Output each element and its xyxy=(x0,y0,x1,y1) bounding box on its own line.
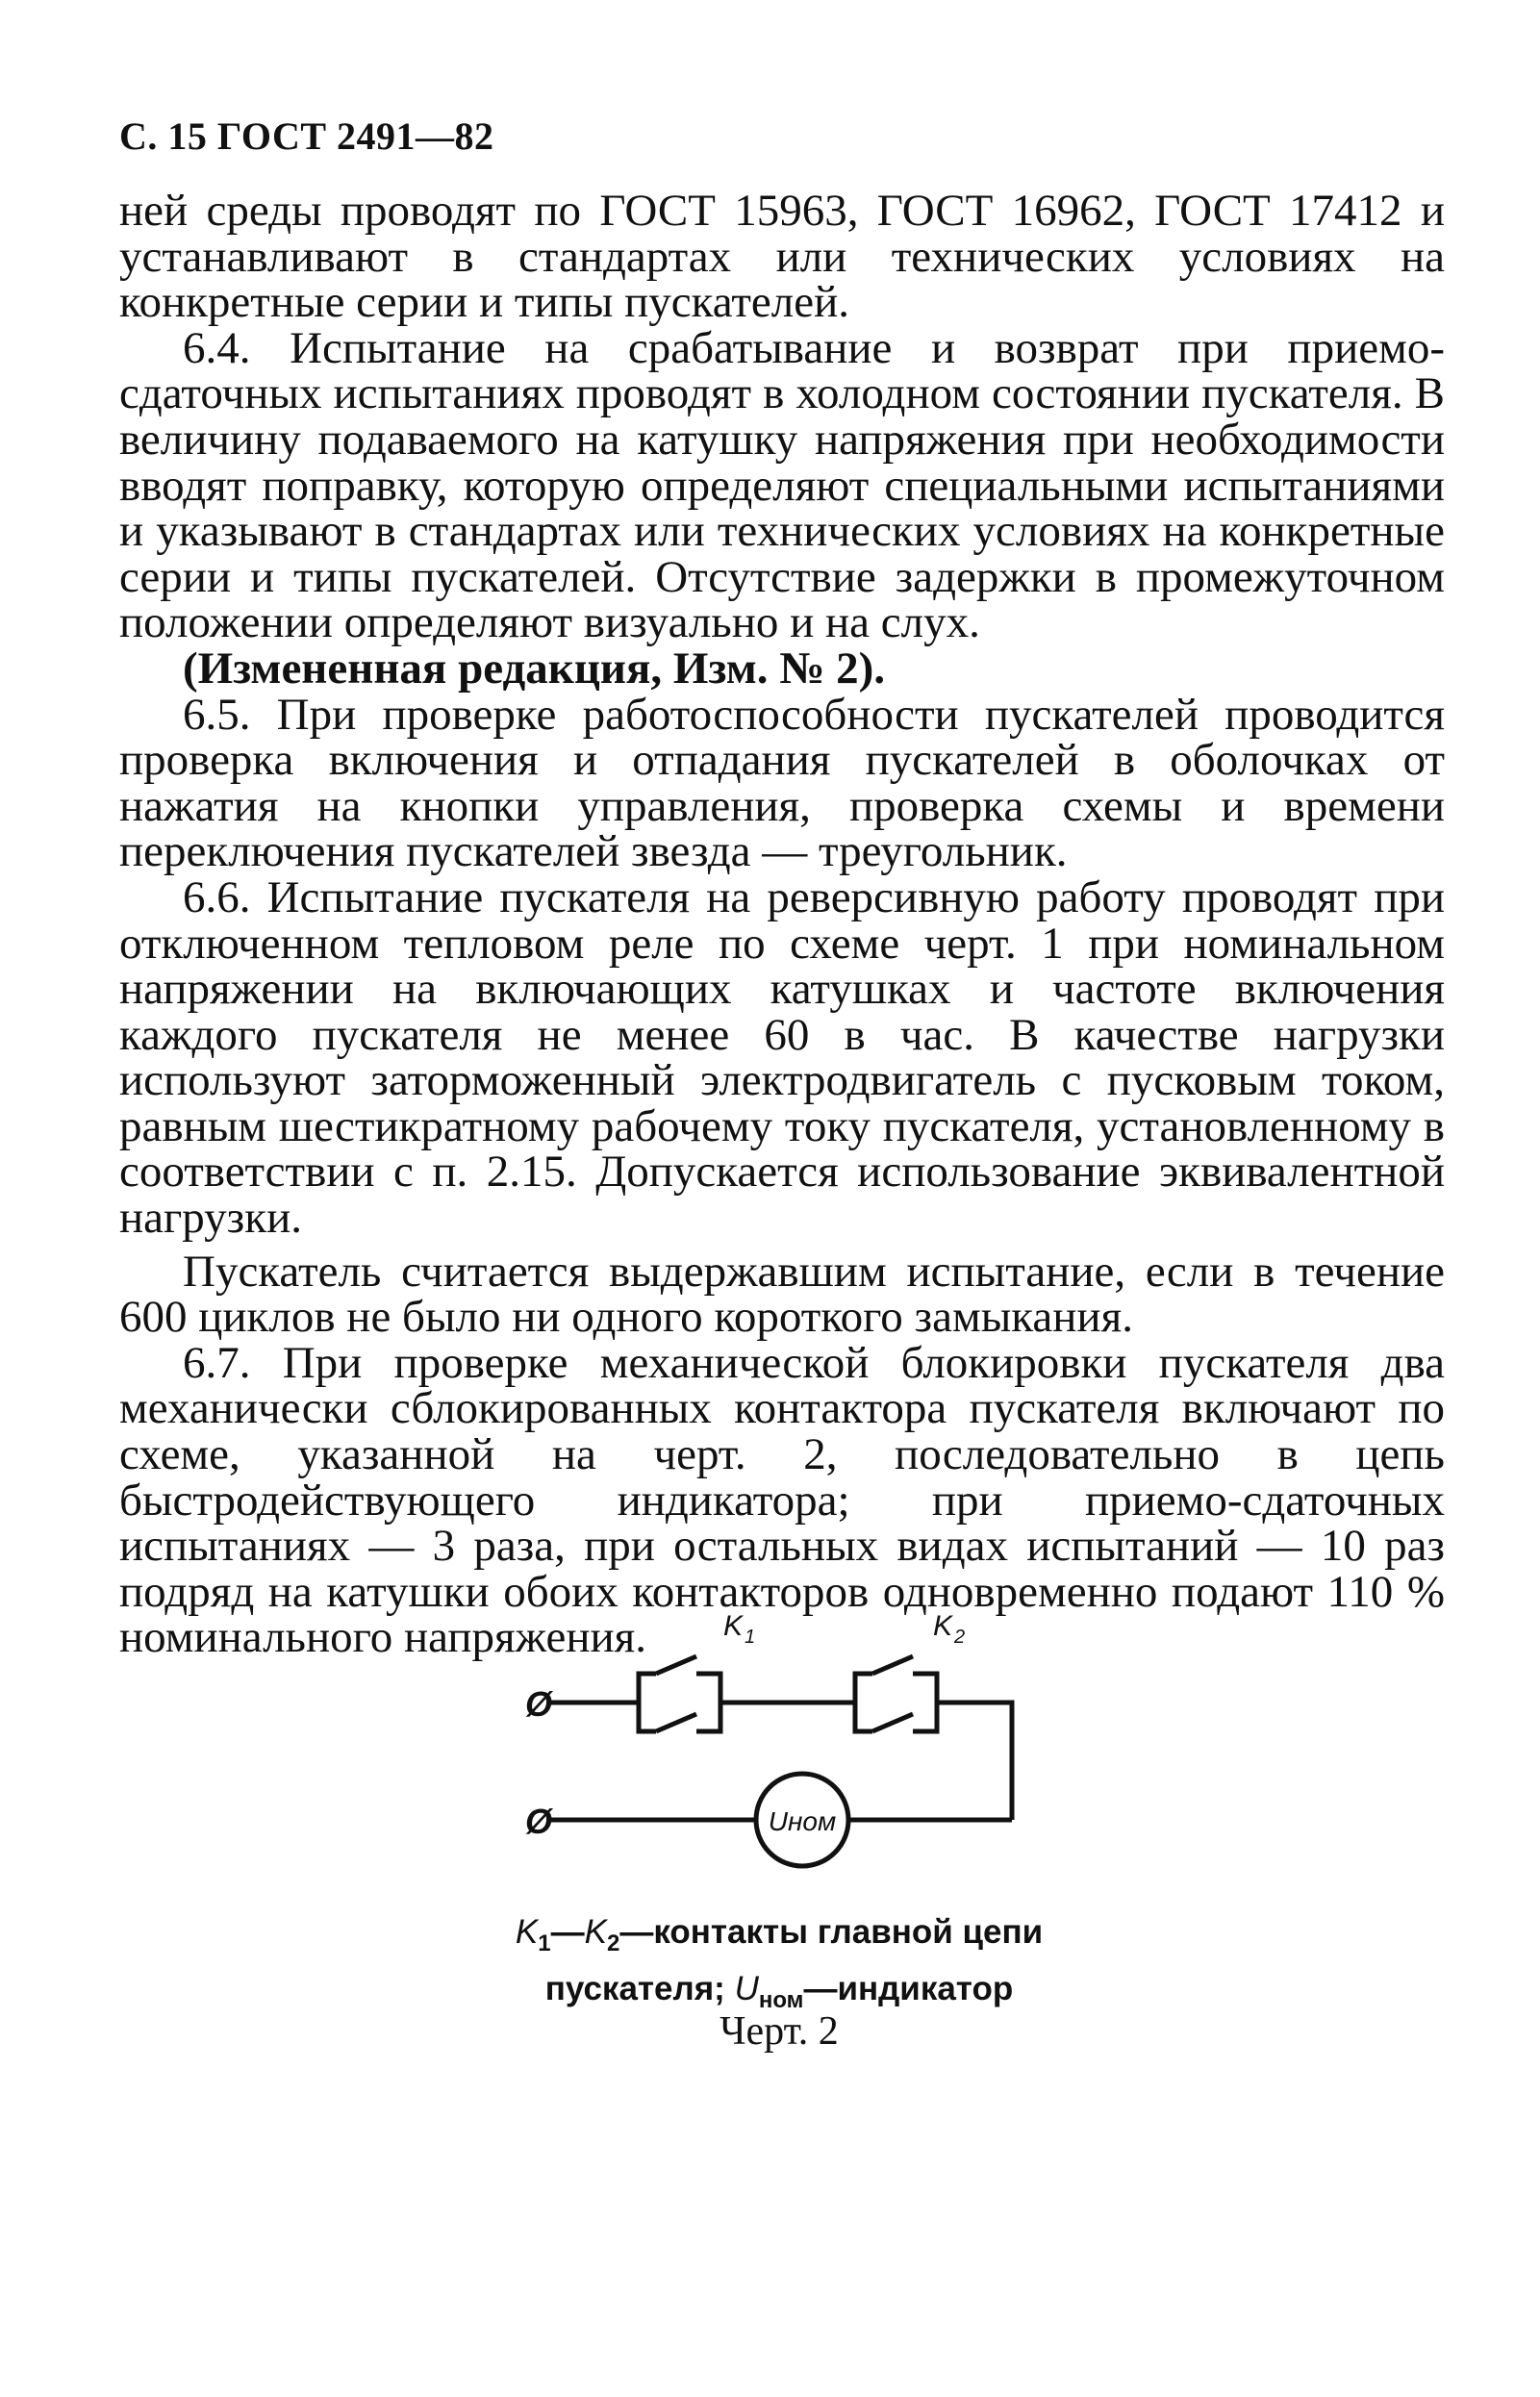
k2-blade-bottom xyxy=(872,1714,913,1731)
paragraph-continuation: ней среды проводят по ГОСТ 15963, ГОСТ 16962, ГОСТ 17412 и устанавливают в стандартах или технических условиях на конкретные серии и типы пускателей. xyxy=(119,186,1445,328)
k1-blade-bottom xyxy=(656,1714,696,1731)
paragraph-6-6-cont: Пускатель считается выдержавшим испытание, если в течение 600 циклов не было ни одного короткого замыкания. xyxy=(119,1246,1445,1343)
paragraph-6-5: 6.5. При проверке работоспособности пускателей проводится проверка включения и отпадания пускателей в оболочках от нажатия на кнопки управления, проверка схемы и времени переключения пускателей звезда — треугольник. xyxy=(119,689,1445,877)
figure-caption xyxy=(385,1909,1174,2023)
k1-blade-top xyxy=(656,1656,696,1674)
body-text xyxy=(119,186,1445,1663)
k1-contact-left xyxy=(639,1674,656,1731)
page-header: С. 15 ГОСТ 2491—82 xyxy=(119,114,494,158)
circuit-diagram xyxy=(523,1597,1023,1876)
paragraph-6-6: 6.6. Испытание пускателя на реверсивную работу проводят при отключенном тепловом реле по схеме черт. 1 при номинальном напряжении на включающих катушках и частоте включения каждого пускателя не менее 60 в час. В качестве нагрузки используют заторможенный электродвигатель с пусковым током, равным шестикратному рабочему току пускателя, установленному в соответствии с п. 2.15. Допускается использование эквивалентной нагрузки. xyxy=(119,871,1445,1244)
indicator-label: Uном xyxy=(768,1806,837,1836)
k2-contact-left xyxy=(855,1674,872,1731)
amendment-note: (Измененная редакция, Изм. № 2). xyxy=(183,643,886,694)
k2-label: K $_2$ xyxy=(933,1610,966,1648)
caption-line-1: $K_1—K_2—контакты$ главной цепи xyxy=(515,1913,1044,1956)
terminal-top-symbol: Ø xyxy=(525,1684,553,1724)
k1-label: K $_1$ xyxy=(723,1610,756,1648)
k1-contact-right xyxy=(696,1674,743,1731)
k2-contact-right xyxy=(913,1674,1012,1820)
paragraph-6-4: 6.4. Испытание на срабатывание и возврат при приемо-сдаточных испытаниях проводят в холодном состоянии пускателя. В величину подаваемого на катушку напряжения при необходимости вводят поправку, которую определяют специальными испытаниями и указывают в стандартах или технических условиях на конкретные серии и типы пускателей. Отсутствие задержки в промежуточном положении определяют визуально и на слух. xyxy=(119,322,1445,648)
terminal-bottom-symbol: Ø xyxy=(525,1802,553,1841)
caption-line-2: пускателя; $U_{ном}—индикатор$ xyxy=(544,1970,1014,2013)
paragraph-6-7: 6.7. При проверке механической блокировки пускателя два механически сблокированных контактора пускателя включают по схеме, указанной на черт. 2, последовательно в цепь быстродействующего индикатора; при приемо-сдаточных испытаниях — 3 раза, при остальных видах испытаний — 10 раз подряд на катушки обоих контакторов одновременно подают 110 % номинального напряжения. xyxy=(119,1337,1445,1663)
k2-blade-top xyxy=(872,1656,913,1674)
figure-title: Черт. 2 xyxy=(720,2009,839,2054)
